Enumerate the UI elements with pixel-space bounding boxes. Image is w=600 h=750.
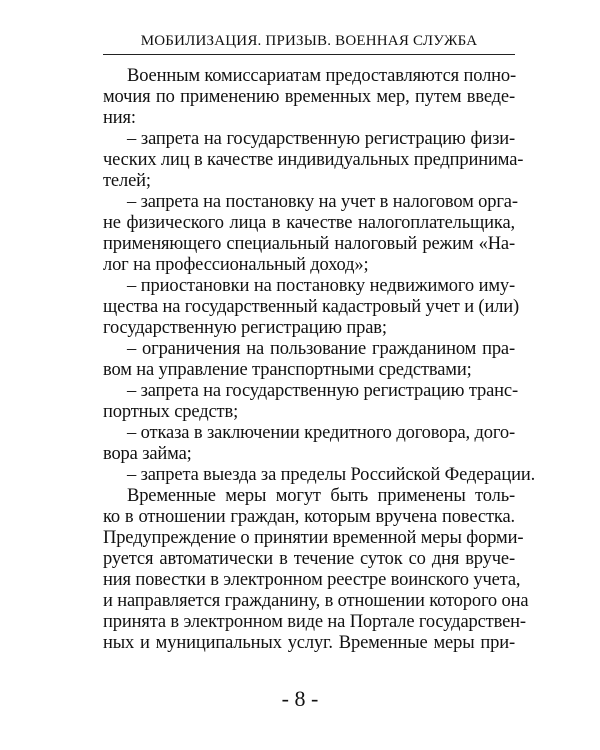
text-line: ния повестки в электронном реестре воинского учета, <box>103 570 521 590</box>
text-line: вора займа; <box>103 444 192 464</box>
text-line: ния: <box>103 108 136 128</box>
text-line: и направляется гражданину, в отношении которого она <box>103 591 529 611</box>
text-line: ко в отношении граждан, которым вручена повестка. <box>103 507 515 527</box>
text-line: лог на профессиональный доход»; <box>103 255 369 275</box>
text-line: – отказа в заключении кредитного договора, дого- <box>127 423 515 443</box>
text-line: руется автоматически в течение суток со дня вруче- <box>103 549 515 569</box>
page-body-text <box>103 66 536 654</box>
header-rule <box>103 54 515 55</box>
running-header: МОБИЛИЗАЦИЯ. ПРИЗЫВ. ВОЕННАЯ СЛУЖБА <box>140 33 478 49</box>
text-line: мочия по применению временных мер, путем введе- <box>103 87 515 107</box>
text-line: портных средств; <box>103 402 239 422</box>
text-line: щества на государственный кадастровый учет и (или) <box>103 297 520 317</box>
text-line: ных и муниципальных услуг. Временные меры при- <box>103 633 515 653</box>
text-line: вом на управление транспортными средствами; <box>103 360 472 380</box>
text-line: ческих лиц в качестве индивидуальных предпринима- <box>103 150 524 170</box>
text-line: применяющего специальный налоговый режим «На- <box>103 234 515 254</box>
text-line: Военным комиссариатам предоставляются полно- <box>127 66 517 86</box>
text-line: – запрета на постановку на учет в налоговом орга- <box>127 192 518 212</box>
text-line: телей; <box>103 171 151 191</box>
text-line: – запрета на государственную регистрацию физи- <box>127 129 515 149</box>
text-line: – запрета на государственную регистрацию транс- <box>127 381 518 401</box>
text-line: не физического лица в качестве налогоплательщика, <box>103 213 515 233</box>
text-line: – запрета выезда за пределы Российской Федерации. <box>127 465 536 485</box>
text-line: принята в электронном виде на Портале государствен- <box>103 612 526 632</box>
text-line: – ограничения на пользование гражданином пра- <box>127 339 515 359</box>
page-number: - 8 - <box>281 686 319 711</box>
text-line: Предупреждение о принятии временной меры форми- <box>103 528 524 548</box>
text-line: государственную регистрацию прав; <box>103 318 387 338</box>
text-line: Временные меры могут быть применены толь- <box>127 486 515 506</box>
text-line: – приостановки на постановку недвижимого иму- <box>127 276 515 296</box>
